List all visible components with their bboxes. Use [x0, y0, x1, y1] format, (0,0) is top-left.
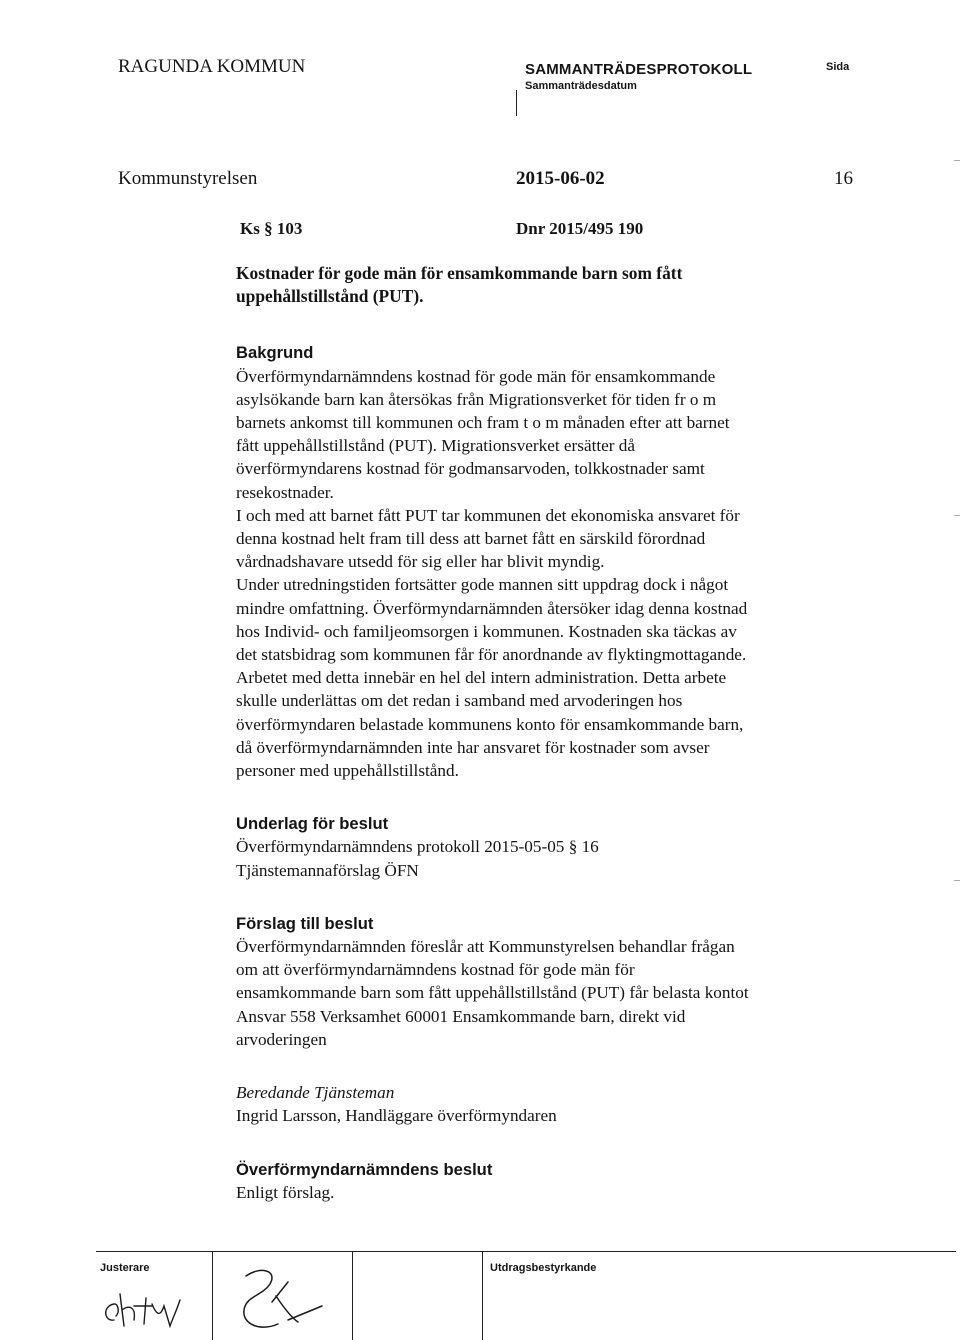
background-text	[236, 365, 856, 783]
text-line: arvoderingen	[236, 1029, 327, 1049]
scan-mark	[954, 880, 960, 881]
text-line: personer med uppehållstillstånd.	[236, 761, 459, 781]
preparing-officer: Ingrid Larsson, Handläggare överförmyndaren	[236, 1106, 557, 1126]
basis-text	[236, 835, 856, 881]
protocol-content	[236, 262, 856, 1204]
proposal-heading: Förslag till beslut	[236, 913, 374, 933]
basis-heading: Underlag för beslut	[236, 814, 389, 834]
footer-divider-left	[212, 1251, 213, 1340]
document-title: SAMMANTRÄDESPROTOKOLL	[525, 61, 753, 78]
page-number: 16	[834, 168, 853, 189]
scan-mark	[954, 515, 960, 516]
text-line: om att överförmyndarnämndens kostnad för gode män för	[236, 960, 635, 980]
text-line: ensamkommande barn som fått uppehållstillstånd (PUT) får belasta kontot	[236, 983, 749, 1003]
proposal-text	[236, 935, 856, 1051]
preparing-officer-heading: Beredande Tjänsteman	[236, 1083, 395, 1103]
footer-divider-right	[482, 1251, 483, 1340]
text-line: Under utredningstiden fortsätter gode mannen sitt uppdrag dock i något	[236, 575, 729, 595]
text-line: asylsökande barn kan återsökas från Migrationsverket för tiden fr o m	[236, 389, 717, 409]
footer-divider	[96, 1251, 956, 1252]
text-line: hos Individ- och familjeomsorgen i kommunen. Kostnaden ska täckas av	[236, 621, 737, 641]
header-divider	[516, 90, 517, 116]
text-line: det statsbidrag som kommunen får för anordnande av flyktingmottagande.	[236, 645, 747, 665]
adjuster-label: Justerare	[100, 1262, 150, 1274]
text-line: överförmyndaren belastade kommunens konto för ensamkommande barn,	[236, 714, 744, 734]
extract-certification-label: Utdragsbestyrkande	[490, 1262, 597, 1274]
text-line: I och med att barnet fått PUT tar kommunen det ekonomiska ansvaret för	[236, 505, 740, 525]
adjuster-signature-1	[100, 1286, 198, 1334]
meeting-date: 2015-06-02	[516, 168, 605, 189]
text-line: Överförmyndarnämnden föreslår att Kommunstyrelsen behandlar frågan	[236, 937, 735, 957]
text-line: barnets ankomst till kommunen och fram t o m månaden efter att barnet	[236, 413, 730, 433]
text-line: fått uppehållstillstånd (PUT). Migrationsverket ersätter då	[236, 436, 636, 456]
municipality-name: RAGUNDA KOMMUN	[118, 56, 306, 77]
page-label: Sida	[826, 61, 850, 73]
scan-mark	[954, 160, 960, 161]
item-title-line-1: Kostnader för gode män för ensamkommande barn som fått	[236, 263, 683, 283]
paragraph-number: Ks § 103	[240, 219, 303, 238]
background-heading: Bakgrund	[236, 343, 314, 363]
decision-heading: Överförmyndarnämndens beslut	[236, 1159, 493, 1179]
adjuster-signature-2	[226, 1262, 346, 1336]
text-line: denna kostnad helt fram till dess att barnet fått en särskild förordnad	[236, 529, 706, 549]
text-line: då överförmyndarnämnden inte har ansvaret för kostnader som avser	[236, 737, 710, 757]
text-line: resekostnader.	[236, 482, 334, 502]
footer-divider-middle	[352, 1251, 353, 1340]
text-line: Överförmyndarnämndens protokoll 2015-05-05 § 16	[236, 837, 599, 857]
text-line: Tjänstemannaförslag ÖFN	[236, 860, 419, 880]
registration-number: Dnr 2015/495 190	[516, 219, 644, 238]
committee-name: Kommunstyrelsen	[118, 168, 258, 189]
text-line: överförmyndarens kostnad för godmansarvoden, tolkkostnader samt	[236, 459, 705, 479]
decision-text: Enligt förslag.	[236, 1182, 335, 1202]
text-line: Överförmyndarnämndens kostnad för gode män för ensamkommande	[236, 366, 716, 386]
text-line: Arbetet med detta innebär en hel del intern administration. Detta arbete	[236, 668, 727, 688]
item-title-line-2: uppehållstillstånd (PUT).	[236, 286, 424, 307]
text-line: Ansvar 558 Verksamhet 60001 Ensamkommande barn, direkt vid	[236, 1006, 686, 1026]
text-line: skulle underlättas om det redan i samband med arvoderingen hos	[236, 691, 683, 711]
text-line: mindre omfattning. Överförmyndarnämnden återsöker idag denna kostnad	[236, 598, 748, 618]
text-line: vårdnadshavare utsedd för sig eller har blivit myndig.	[236, 552, 605, 572]
meeting-date-label: Sammanträdesdatum	[525, 80, 637, 92]
